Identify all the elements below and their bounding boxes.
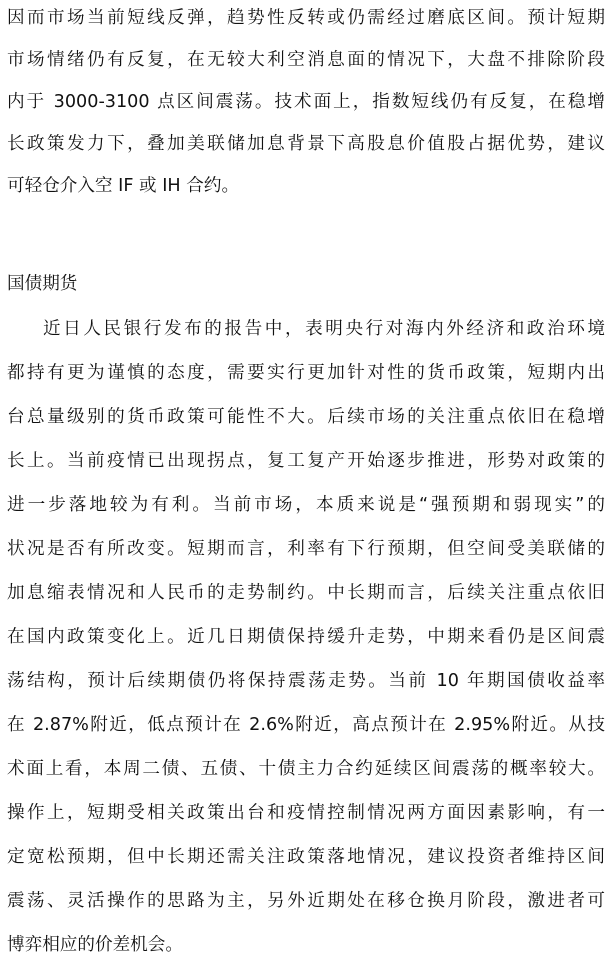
paragraph-2-line: 操作上，短期受相关政策出台和疫情控制情况两方面因素影响，有一 — [7, 803, 605, 823]
paragraph-2-line: 定宽松预期，但中长期还需关注政策落地情况，建议投资者维持区间 — [7, 847, 605, 867]
section-heading: 国债期货 — [7, 274, 78, 294]
paragraph-2-line: 博弈相应的价差机会。 — [7, 935, 183, 955]
paragraph-1-line: 长政策发力下，叠加美联储加息背景下高股息价值股占据优势，建议 — [7, 134, 605, 154]
paragraph-2-line: 都持有更为谨慎的态度，需要实行更加针对性的货币政策，短期内出 — [7, 363, 605, 383]
paragraph-2-line: 近日人民银行发布的报告中，表明央行对海内外经济和政治环境 — [43, 319, 605, 339]
paragraph-2-line: 术面上看，本周二债、五债、十债主力合约延续区间震荡的概率较大。 — [7, 759, 605, 779]
paragraph-1-line: 市场情绪仍有反复，在无较大利空消息面的情况下，大盘不排除阶段 — [7, 50, 605, 70]
paragraph-2-line: 台总量级别的货币政策可能性不大。后续市场的关注重点依旧在稳增 — [7, 407, 605, 427]
paragraph-2-line: 在国内政策变化上。近几日期债保持缓升走势，中期来看仍是区间震 — [7, 627, 605, 647]
paragraph-2-line: 状况是否有所改变。短期而言，利率有下行预期，但空间受美联储的 — [7, 539, 605, 559]
paragraph-2-line: 震荡、灵活操作的思路为主，另外近期处在移仓换月阶段，激进者可 — [7, 891, 605, 911]
paragraph-1-line: 因而市场当前短线反弹，趋势性反转或仍需经过磨底区间。预计短期 — [7, 8, 605, 28]
paragraph-2-line: 荡结构，预计后续期债仍将保持震荡走势。当前 10 年期国债收益率 — [7, 671, 605, 691]
paragraph-1-line: 内于 3000-3100 点区间震荡。技术面上，指数短线仍有反复，在稳增 — [7, 92, 605, 112]
paragraph-2-line: 加息缩表情况和人民币的走势制约。中长期而言，后续关注重点依旧 — [7, 583, 605, 603]
paragraph-2-line: 长上。当前疫情已出现拐点，复工复产开始逐步推进，形势对政策的 — [7, 451, 605, 471]
paragraph-2-line: 在 2.87%附近，低点预计在 2.6%附近，高点预计在 2.95%附近。从技 — [7, 715, 605, 735]
paragraph-2-line: 进一步落地较为有利。当前市场，本质来说是“强预期和弱现实”的 — [7, 495, 605, 515]
paragraph-1-line: 可轻仓介入空 IF 或 IH 合约。 — [7, 176, 240, 196]
